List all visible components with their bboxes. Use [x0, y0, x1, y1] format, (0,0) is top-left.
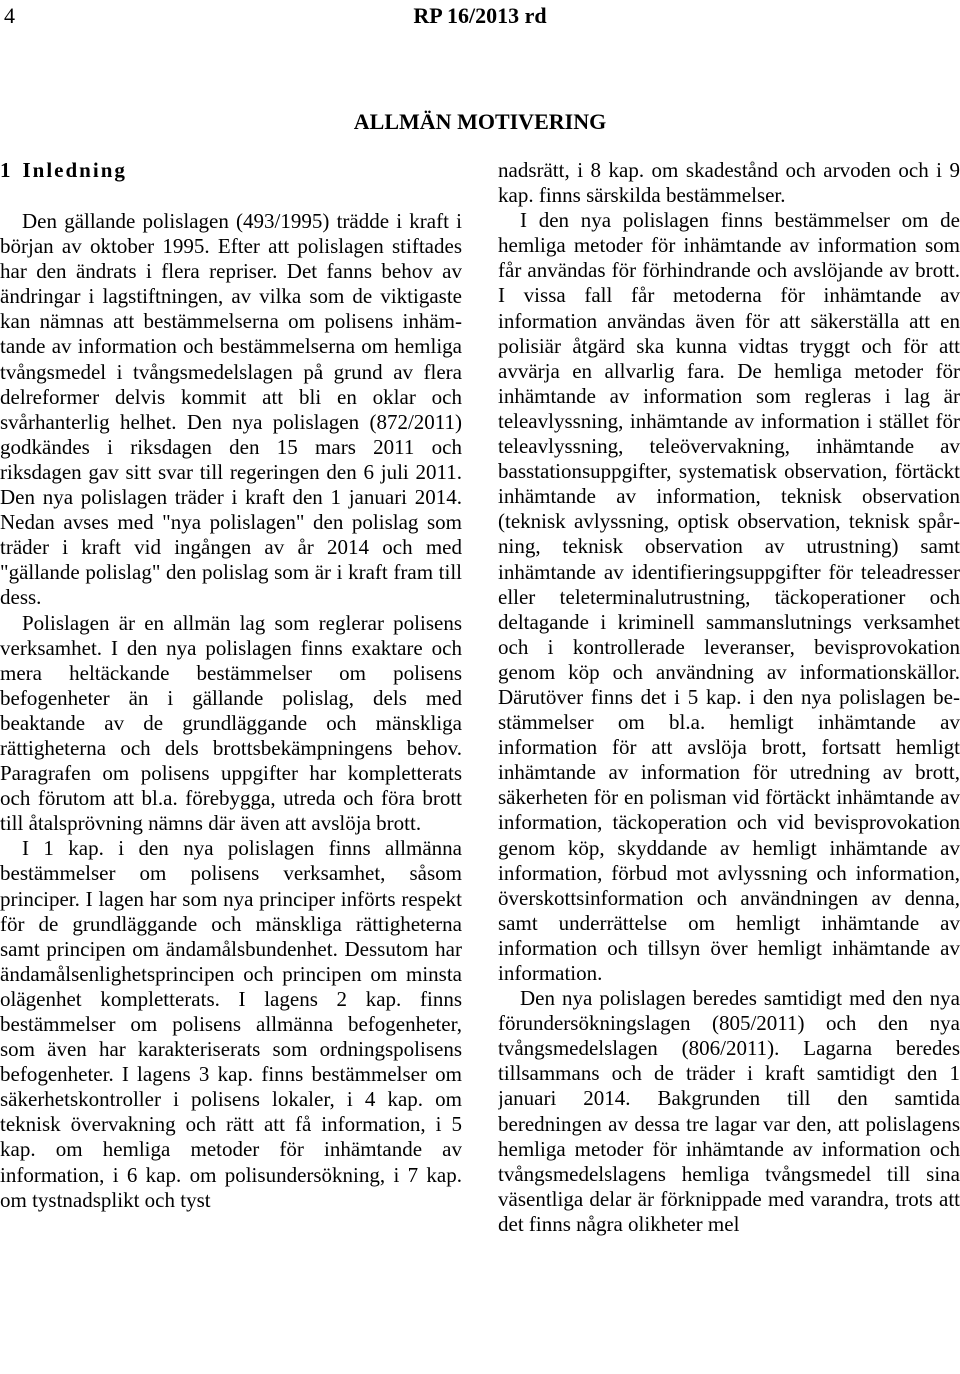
paragraph: Den gällande polislagen (493/1995) trädde i kraft i början av oktober 1995. Efter att polislagen stiftades har den ändrats i flera repriser. Det fanns behov av ändringar i lagstiftningen, av vilka som de viktigaste kan nämnas att bestämmelserna om polisens inhämtande av information och bestämmelserna om hemliga tvångsmedel i tvångsmedelslagen på grund av flera delreformer delvis kommit att bli en oklar och svårhanterlig helhet. Den nya polislagen (872/2011) godkändes i riksdagen den 15 mars 2011 och riksdagen gav sitt svar till regeringen den 6 juli 2011. Den nya polislagen träder i kraft den 1 januari 2014. Nedan avses med "nya polislagen" den polislag som träder i kraft vid ingången av år 2014 och med "gällande polislag" den polislag som är i kraft fram till dess.	[0, 209, 462, 610]
paragraph: Den nya polislagen beredes samtidigt med den nya förundersökningslagen (805/2011) och den nya tvångsmedelslagen (806/2011). Lagarna beredes tillsammans och de träder i kraft samtidigt den 1 januari 2014. Bakgrunden till den samtida beredningen av dessa tre lagar var den, att polislagens hemliga metoder för inhämtande av information och tvångsmedelslagens hemliga tvångsmedel till sina väsentliga delar är förknippade med varandra, trots att det finns några olikheter mel	[498, 986, 960, 1236]
paragraph: nadsrätt, i 8 kap. om skadestånd och arvoden och i 9 kap. finns särskilda bestämmelser.	[498, 158, 960, 208]
paragraph: Polislagen är en allmän lag som reglerar polisens verksamhet. I den nya polislagen finns exaktare och mera heltäckande bestämmelser om polisens befogenheter än i gällande polislag, dels med beaktande av de grundläggande och mänskliga rättigheterna och dels brottsbekämpningens behov. Paragrafen om polisens uppgifter har kompletterats och förutom att bl.a. förebygga, utreda och föra brott till åtalsprövning nämns där även att avslöja brott.	[0, 610, 462, 836]
page-number: 4	[4, 3, 15, 28]
left-column	[0, 158, 462, 1368]
paragraph: I 1 kap. i den nya polislagen finns allmänna bestämmelser om polisens verksamhet, såsom principer. I lagen har som nya principer införts respekt för de grundläggande och mänskliga rättigheterna samt principen om ändamålsbundenhet. Dessutom har ändamålsenlighetsprincipen och principen om minsta olägenhet kompletterats. I lagens 2 kap. finns bestämmelser om polisens allmänna befogenheter, som även har karakteriserats som ordningspolisens befogenheter. I lagens 3 kap. finns bestämmelser om säkerhetskontroller i polisens lokaler, i 4 kap. om teknisk övervakning och rätt att få information, i 5 kap. om hemliga metoder för inhämtande av information, i 6 kap. om polisundersökning, i 7 kap. om tystnadsplikt och tyst	[0, 836, 462, 1212]
subheading-number: 1	[0, 158, 11, 182]
paragraph: I den nya polislagen finns bestämmelser om de hemliga metoder för inhämtande av information som får användas för förhindrande och avslöjande av brott. I vissa fall får metoderna för inhämtande av information användas även för att säkerställa att en polisiär åtgärd ska kunna vidtas tryggt och för att avvärja en allvarlig fara. De hemliga metoder för inhämtande av information som regleras i lag är teleavlyssning, inhämtande av information i stället för teleavlyssning, teleövervakning, inhämtande av basstationsuppgifter, systematisk observation, förtäckt inhämtande av information, teknisk observation (teknisk avlyssning, optisk observation, teknisk spårning, teknisk observation av utrustning) samt inhämtande av identifieringsuppgifter för teleadresser eller teleterminalutrustning, täckoperationer och deltagande i kriminell sammanslutnings verksamhet och i kontrollerade leveranser, bevisprovokation genom köp och användning av informationskällor. Därutöver finns det i 5 kap. i den nya polislagen bestämmelser om bl.a. hemligt inhämtande av information för att avslöja brott, fortsatt hemligt inhämtande av information för utredning av brott, säkerheten för en polisman vid förtäckt inhämtande av information, täckoperation och vid bevisprovokation genom köp, skyddande av hemligt inhämtande av information, förbud mot avlyssning och information, överskottsinformation och användningen av denna, samt underrättelse om hemligt inhämtande av information och tillsyn över hemligt inhämtande av information.	[498, 208, 960, 985]
subheading	[0, 158, 462, 183]
section-heading: ALLMÄN MOTIVERING	[353, 109, 607, 134]
subheading-title: Inledning	[22, 158, 127, 182]
document-reference: RP 16/2013 rd	[413, 3, 547, 28]
right-column	[498, 158, 960, 1368]
